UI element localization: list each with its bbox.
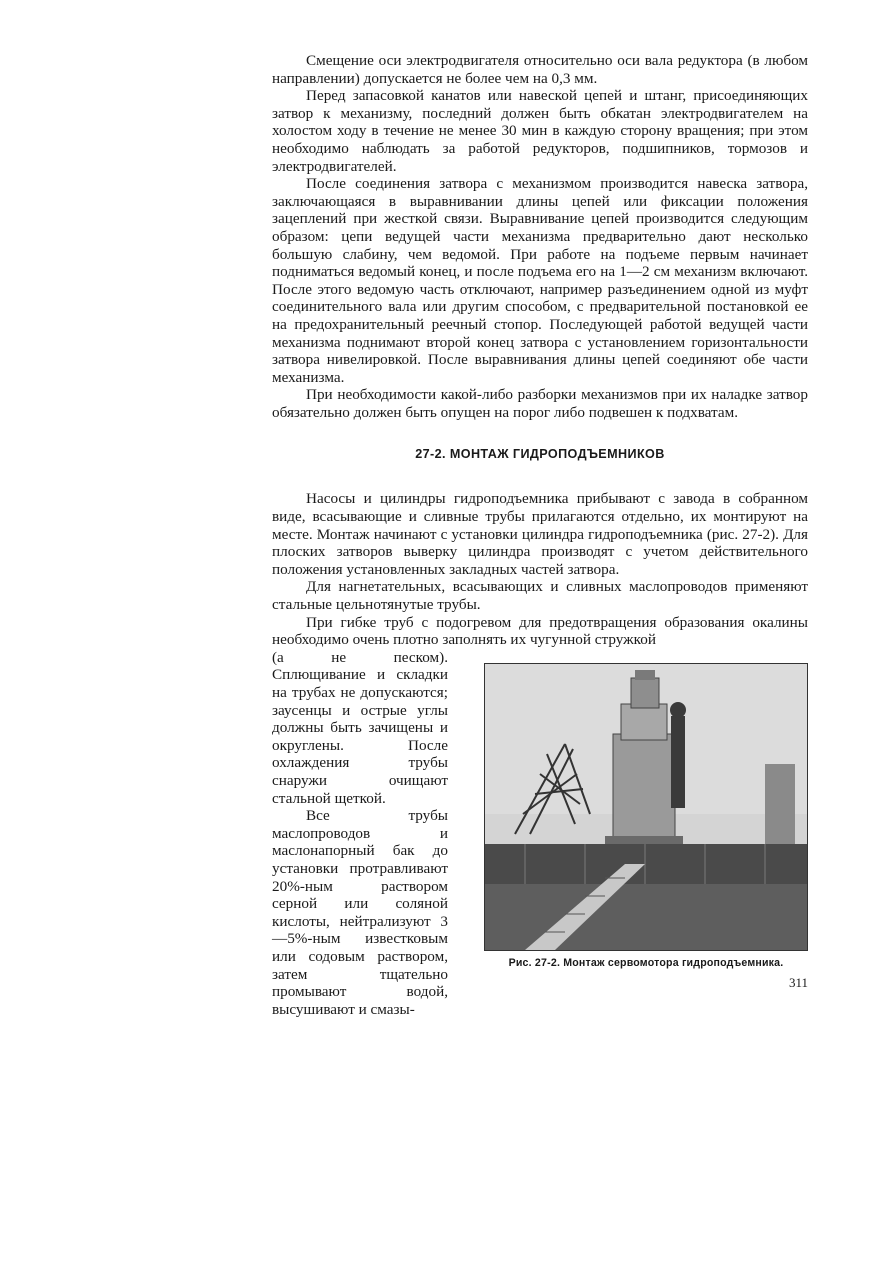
document-page <box>272 52 808 1018</box>
page-number: 311 <box>788 974 808 990</box>
paragraph-gate-hanging: После соединения затвора с механизмом производится навеска затвора, заключающаяся в выравнивании длины цепей или фиксации положения зацеплений при жесткой связи. Выравнивание цепей производится следующим образом: цепи ведущей части механизма предварительно дают несколько большую слабину, чем ведомой. При работе на подъеме первым начинает подниматься ведомый конец, и после подъема его на 1—2 см механизм включают. После этого ведомую часть отключают, например разъединением одной из муфт соединительного вала или другим способом, с предварительной постановкой ее на предохранительный реечный стопор. Последующей работой ведущей части механизма поднимают второй конец затвора с установлением горизонтальности затвора нивелировкой. После выравнивания длины цепей соединяют обе части механизма. <box>272 175 808 386</box>
wrapped-text-column <box>272 649 448 1018</box>
figure-27-2 <box>484 663 808 990</box>
paragraph-pickling: Все трубы маслопроводов и маслонапорный бак до установки протравливают 20%-ным раствором серной или соляной кислоты, нейтрализуют 3—5%-ным известковым или содовым раствором, затем тщательно промывают водой, высушивают и смазы- <box>272 807 448 1018</box>
paragraph-motor-offset: Смещение оси электродвигателя относительно оси вала редуктора (в любом направлении) допускается не более чем на 0,3 мм. <box>272 52 808 87</box>
section-heading: 27-2. МОНТАЖ ГИДРОПОДЪЕМНИКОВ <box>415 447 665 462</box>
paragraph-pipe-bending: При гибке труб с подогревом для предотвращения образования окалины необходимо очень плотно заполнять их чугунной стружкой <box>272 613 808 649</box>
figure-wrap-block <box>272 648 808 1018</box>
paragraph-oil-pipes: Для нагнетательных, всасывающих и сливных маслопроводов применяют стальные цельнотянутые трубы. <box>272 578 808 614</box>
servomotor-photo <box>484 663 808 951</box>
paragraph-pumps-cylinders: Насосы и цилиндры гидроподъемника прибывают с завода в собранном виде, всасывающие и сливные трубы прилагаются отдельно, их монтируют на месте. Монтаж начинают с установки цилиндра гидроподъемника (рис. 27-2). Для плоских затворов выверку цилиндра производят с учетом действительного положения установленных закладных частей затвора. <box>272 490 808 578</box>
paragraph-disassembly: При необходимости какой-либо разборки механизмов при их наладке затвор обязательно должен быть опущен на порог либо подвешен к подхватам. <box>272 386 808 421</box>
paragraph-break-in: Перед запасовкой канатов или навеской цепей и штанг, присоединяющих затвор к механизму, последний должен быть обкатан электродвигателем на холостом ходу в течение не менее 30 мин в каждую сторону вращения; при этом необходимо наблюдать за работой редукторов, подшипников, тормозов и электродвигателей. <box>272 87 808 175</box>
paragraph-pipe-cleaning: (а не песком). Сплющивание и складки на трубах не допускаются; заусенцы и острые углы должны быть зачищены и округлены. После охлаждения трубы снаружи очищают стальной щеткой. <box>272 648 448 807</box>
figure-caption: Рис. 27-2. Монтаж сервомотора гидроподъемника. <box>508 956 784 969</box>
